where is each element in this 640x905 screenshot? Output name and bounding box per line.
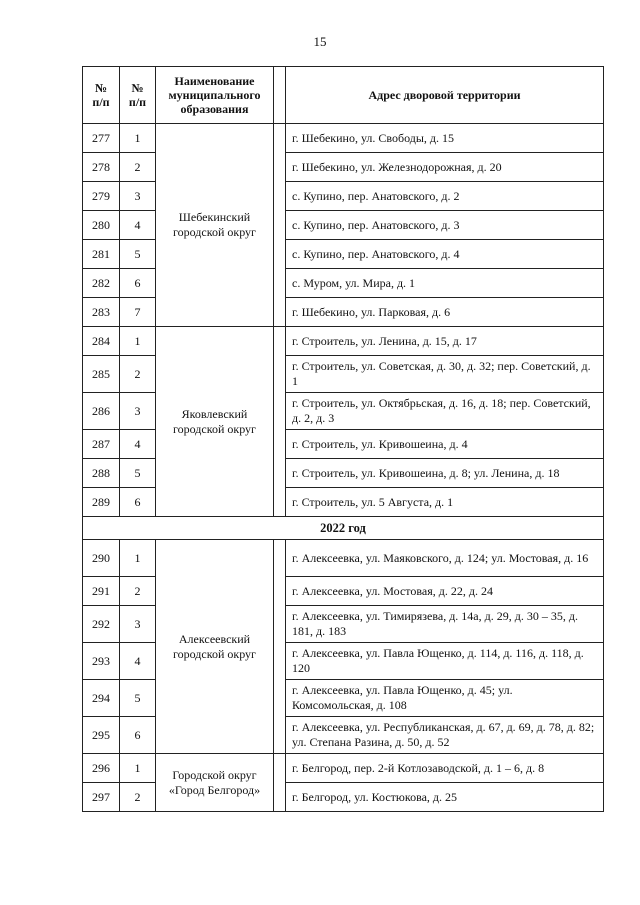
row-number: 288 — [83, 459, 120, 488]
row-subnumber: 4 — [120, 430, 156, 459]
row-subnumber: 1 — [120, 540, 156, 577]
courtyard-address: с. Муром, ул. Мира, д. 1 — [286, 269, 604, 298]
courtyard-address: г. Алексеевка, ул. Мостовая, д. 22, д. 24 — [286, 577, 604, 606]
row-subnumber: 1 — [120, 327, 156, 356]
courtyard-address: г. Алексеевка, ул. Маяковского, д. 124; ул. Мостовая, д. 16 — [286, 540, 604, 577]
row-subnumber: 5 — [120, 680, 156, 717]
row-subnumber: 4 — [120, 643, 156, 680]
column-gap — [274, 327, 286, 517]
row-number: 279 — [83, 182, 120, 211]
row-subnumber: 6 — [120, 488, 156, 517]
row-subnumber: 6 — [120, 717, 156, 754]
courtyard-address: с. Купино, пер. Анатовского, д. 2 — [286, 182, 604, 211]
municipality-name: Шебекинский городской округ — [156, 124, 274, 327]
courtyard-address: г. Алексеевка, ул. Республиканская, д. 67, д. 69, д. 78, д. 82; ул. Степана Разина, д. 50, д. 52 — [286, 717, 604, 754]
row-subnumber: 1 — [120, 124, 156, 153]
table-row — [83, 540, 604, 577]
row-number: 291 — [83, 577, 120, 606]
row-number: 289 — [83, 488, 120, 517]
row-number: 280 — [83, 211, 120, 240]
municipality-name: Городской округ «Город Белгород» — [156, 754, 274, 812]
row-number: 282 — [83, 269, 120, 298]
row-number: 277 — [83, 124, 120, 153]
table-row — [83, 124, 604, 153]
courtyard-address: г. Белгород, ул. Костюкова, д. 25 — [286, 783, 604, 812]
row-subnumber: 2 — [120, 577, 156, 606]
column-gap — [274, 124, 286, 327]
row-subnumber: 3 — [120, 606, 156, 643]
courtyard-address: г. Алексеевка, ул. Тимирязева, д. 14а, д. 29, д. 30 – 35, д. 181, д. 183 — [286, 606, 604, 643]
row-subnumber: 6 — [120, 269, 156, 298]
courtyard-address: г. Строитель, ул. Советская, д. 30, д. 32; пер. Советский, д. 1 — [286, 356, 604, 393]
header-gap — [274, 67, 286, 124]
page-number: 15 — [313, 34, 327, 49]
row-number: 292 — [83, 606, 120, 643]
courtyard-address: г. Шебекино, ул. Свободы, д. 15 — [286, 124, 604, 153]
row-number: 285 — [83, 356, 120, 393]
courtyard-address: с. Купино, пер. Анатовского, д. 3 — [286, 211, 604, 240]
municipality-name: Яковлевский городской округ — [156, 327, 274, 517]
courtyard-address: г. Строитель, ул. 5 Августа, д. 1 — [286, 488, 604, 517]
courtyard-address: г. Строитель, ул. Кривошеина, д. 4 — [286, 430, 604, 459]
column-gap — [274, 540, 286, 754]
courtyard-address: с. Купино, пер. Анатовского, д. 4 — [286, 240, 604, 269]
courtyard-address: г. Шебекино, ул. Железнодорожная, д. 20 — [286, 153, 604, 182]
row-number: 293 — [83, 643, 120, 680]
row-subnumber: 4 — [120, 211, 156, 240]
courtyard-address: г. Строитель, ул. Кривошеина, д. 8; ул. Ленина, д. 18 — [286, 459, 604, 488]
row-subnumber: 5 — [120, 459, 156, 488]
row-subnumber: 7 — [120, 298, 156, 327]
row-number: 278 — [83, 153, 120, 182]
table-body — [83, 124, 604, 812]
courtyard-address: г. Алексеевка, ул. Павла Ющенко, д. 45; ул. Комсомольская, д. 108 — [286, 680, 604, 717]
row-number: 296 — [83, 754, 120, 783]
row-subnumber: 2 — [120, 153, 156, 182]
row-number: 287 — [83, 430, 120, 459]
row-number: 284 — [83, 327, 120, 356]
header-address: Адрес дворовой территории — [286, 67, 604, 124]
row-subnumber: 3 — [120, 393, 156, 430]
row-subnumber: 2 — [120, 356, 156, 393]
row-subnumber: 1 — [120, 754, 156, 783]
courtyard-address: г. Шебекино, ул. Парковая, д. 6 — [286, 298, 604, 327]
year-row — [83, 517, 604, 540]
address-table — [82, 66, 604, 812]
courtyard-address: г. Белгород, пер. 2-й Котлозаводской, д. 1 – 6, д. 8 — [286, 754, 604, 783]
table-row — [83, 327, 604, 356]
row-number: 290 — [83, 540, 120, 577]
header-num: № п/п — [83, 67, 120, 124]
courtyard-address: г. Строитель, ул. Ленина, д. 15, д. 17 — [286, 327, 604, 356]
courtyard-address: г. Строитель, ул. Октябрьская, д. 16, д. 18; пер. Советский, д. 2, д. 3 — [286, 393, 604, 430]
year-heading: 2022 год — [83, 517, 604, 540]
row-number: 286 — [83, 393, 120, 430]
row-subnumber: 5 — [120, 240, 156, 269]
row-subnumber: 3 — [120, 182, 156, 211]
header-subnum: № п/п — [120, 67, 156, 124]
table-row — [83, 754, 604, 783]
column-gap — [274, 754, 286, 812]
row-number: 283 — [83, 298, 120, 327]
row-number: 281 — [83, 240, 120, 269]
row-number: 297 — [83, 783, 120, 812]
row-number: 294 — [83, 680, 120, 717]
row-number: 295 — [83, 717, 120, 754]
table-header-row — [83, 67, 604, 124]
courtyard-address: г. Алексеевка, ул. Павла Ющенко, д. 114, д. 116, д. 118, д. 120 — [286, 643, 604, 680]
header-municipality: Наименование муниципального образования — [156, 67, 274, 124]
row-subnumber: 2 — [120, 783, 156, 812]
municipality-name: Алексеевский городской округ — [156, 540, 274, 754]
